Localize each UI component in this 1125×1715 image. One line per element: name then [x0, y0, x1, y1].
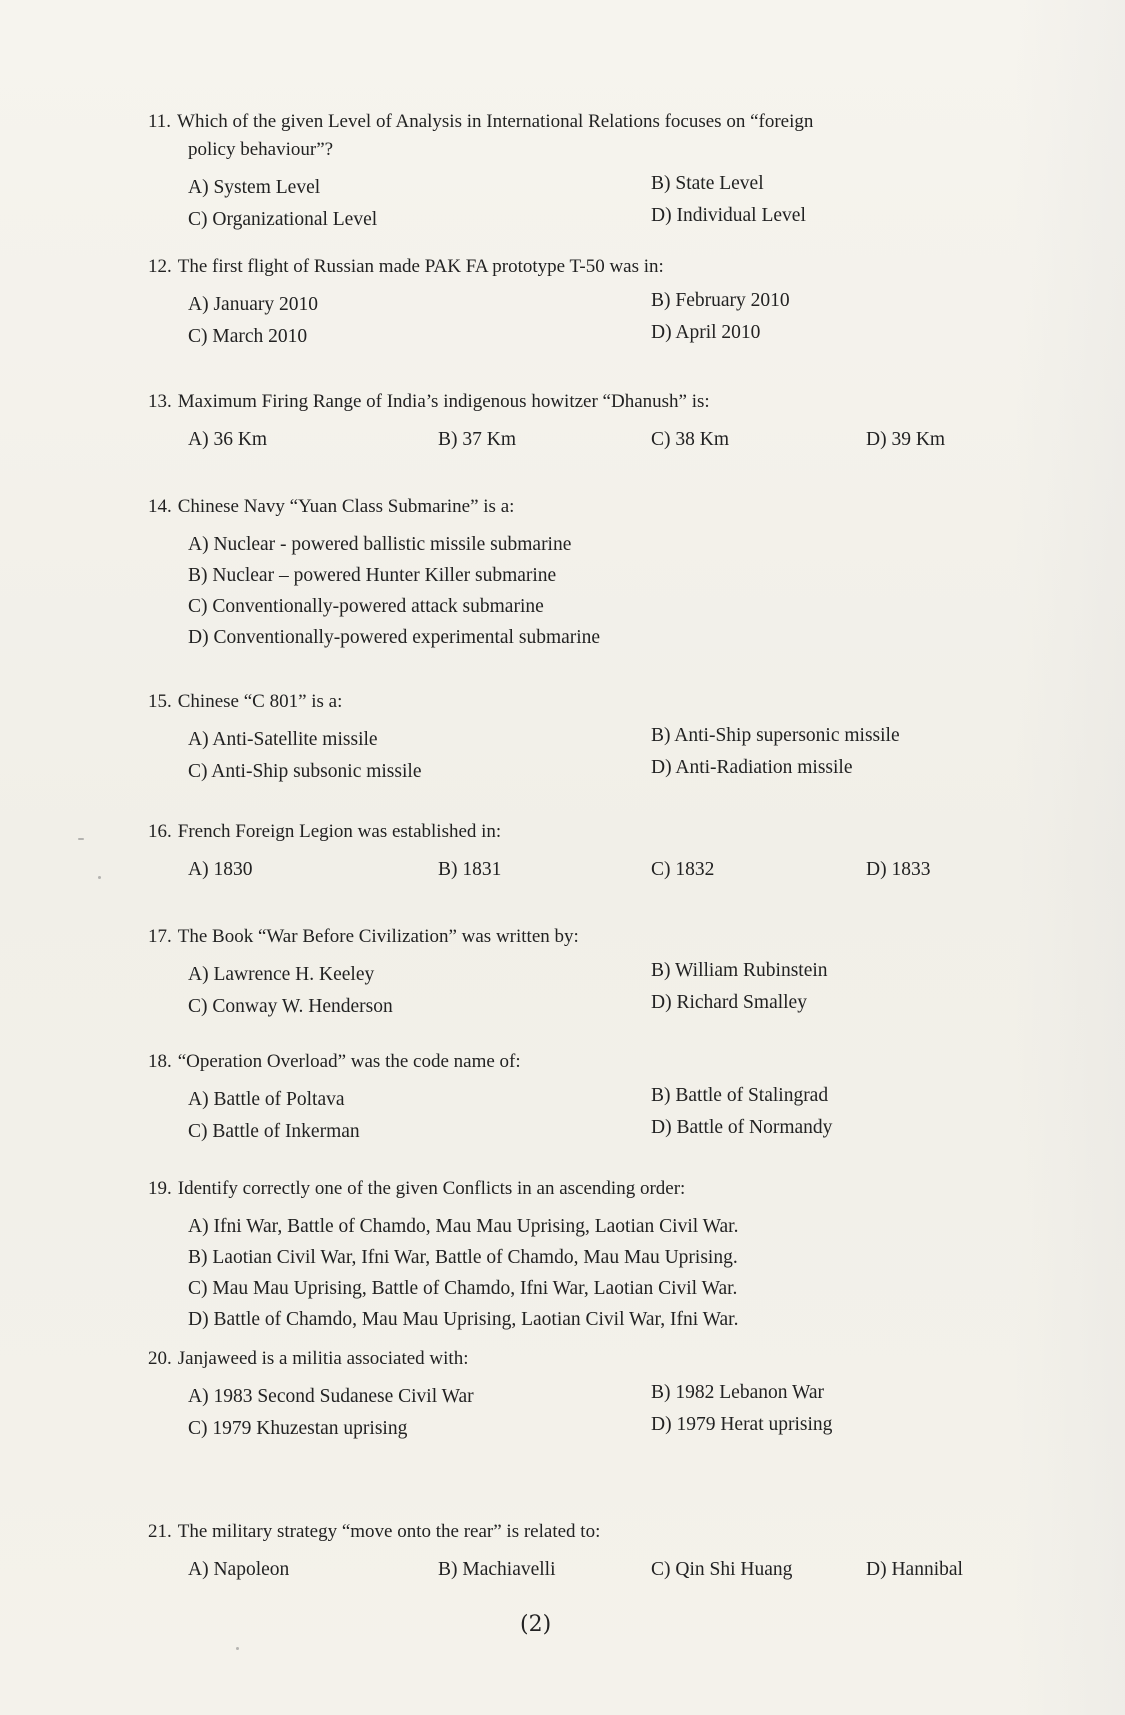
question-text-span: Chinese “C 801” is a: — [177, 691, 343, 712]
question-number: 20. — [148, 1348, 172, 1369]
question-number: 21. — [148, 1521, 172, 1542]
question-text — [148, 1048, 1048, 1076]
question-text — [148, 1175, 1048, 1203]
question-text-line — [148, 1518, 1048, 1546]
answer-option-c: C) Mau Mau Uprising, Battle of Chamdo, Ifni War, Laotian Civil War. — [188, 1278, 738, 1299]
answer-option-d: D) 1833 — [866, 859, 931, 880]
question-text-span: The first flight of Russian made PAK FA prototype T-50 was in: — [177, 256, 664, 277]
question-text-span: “Operation Overload” was the code name of: — [177, 1051, 521, 1072]
answer-option-b: B) Anti-Ship supersonic missile — [651, 725, 900, 746]
question-number: 19. — [148, 1178, 172, 1199]
question-text-span: Janjaweed is a militia associated with: — [177, 1348, 469, 1369]
answer-option-d: D) Battle of Chamdo, Mau Mau Uprising, Laotian Civil War, Ifni War. — [188, 1309, 739, 1330]
question-text-line — [148, 1048, 1048, 1076]
answer-option-b: B) Laotian Civil War, Ifni War, Battle of Chamdo, Mau Mau Uprising. — [188, 1247, 738, 1268]
answer-option-c: C) 1832 — [651, 859, 715, 880]
question-number: 17. — [148, 926, 172, 947]
answer-option-c: C) March 2010 — [188, 326, 308, 347]
answer-option-d: D) Hannibal — [866, 1559, 963, 1580]
answer-option-d: D) Conventionally-powered experimental submarine — [188, 627, 601, 648]
answer-option-b: B) State Level — [651, 173, 764, 194]
question-text — [148, 688, 1048, 716]
scan-speck — [236, 1647, 239, 1650]
answer-option-a: A) 1830 — [188, 859, 253, 880]
question-11 — [148, 108, 1048, 230]
answer-option-b: B) Battle of Stalingrad — [651, 1085, 829, 1106]
answer-option-d: D) 1979 Herat uprising — [651, 1414, 833, 1435]
answer-option-a: A) Lawrence H. Keeley — [188, 964, 375, 985]
question-text-line — [148, 818, 1048, 846]
answer-option-c: C) Qin Shi Huang — [651, 1559, 793, 1580]
question-text — [148, 493, 1048, 521]
answer-option-b: B) February 2010 — [651, 290, 790, 311]
answer-option-b: B) Nuclear – powered Hunter Killer submarine — [188, 565, 557, 586]
question-text — [148, 1345, 1048, 1373]
question-text-line: policy behaviour”? — [188, 139, 334, 160]
question-text-line — [148, 388, 1048, 416]
answer-option-d: D) Richard Smalley — [651, 992, 807, 1013]
answer-option-d: D) April 2010 — [651, 322, 761, 343]
question-14 — [148, 493, 1048, 648]
answer-option-b: B) 1831 — [438, 859, 502, 880]
answer-option-d: D) 39 Km — [866, 429, 946, 450]
answer-option-b: B) 1982 Lebanon War — [651, 1382, 824, 1403]
scan-speck — [78, 838, 84, 840]
answer-option-a: A) Nuclear - powered ballistic missile submarine — [188, 534, 572, 555]
question-text-span: Chinese Navy “Yuan Class Submarine” is a: — [177, 496, 515, 517]
answer-option-a: A) Anti-Satellite missile — [188, 729, 378, 750]
answer-option-a: A) Ifni War, Battle of Chamdo, Mau Mau Uprising, Laotian Civil War. — [188, 1216, 739, 1237]
question-18 — [148, 1048, 1048, 1142]
question-12 — [148, 253, 1048, 347]
question-13 — [148, 388, 1048, 450]
question-text-line — [148, 688, 1048, 716]
question-21 — [148, 1518, 1048, 1580]
question-text-span: The Book “War Before Civilization” was written by: — [177, 926, 579, 947]
page-number: (2) — [520, 1612, 552, 1637]
question-text — [148, 1518, 1048, 1546]
question-text-span: Identify correctly one of the given Conflicts in an ascending order: — [177, 1178, 686, 1199]
answer-option-d: D) Battle of Normandy — [651, 1117, 833, 1138]
question-text-span: The military strategy “move onto the rear” is related to: — [177, 1521, 601, 1542]
question-text — [148, 923, 1048, 951]
question-number: 12. — [148, 256, 172, 277]
answer-option-b: B) William Rubinstein — [651, 960, 828, 981]
question-text-line — [148, 1175, 1048, 1203]
question-number: 18. — [148, 1051, 172, 1072]
question-text-span: Which of the given Level of Analysis in International Relations focuses on “foreign — [177, 111, 814, 132]
answer-option-c: C) Conventionally-powered attack submarine — [188, 596, 544, 617]
scan-speck — [98, 876, 101, 879]
question-text-line — [148, 108, 1048, 136]
answer-option-c: C) 38 Km — [651, 429, 729, 450]
question-19 — [148, 1175, 1048, 1330]
question-text-line — [148, 493, 1048, 521]
question-20 — [148, 1345, 1048, 1439]
question-text-span: Maximum Firing Range of India’s indigenous howitzer “Dhanush” is: — [177, 391, 710, 412]
answer-option-c: C) Organizational Level — [188, 209, 378, 230]
question-text-line — [148, 1345, 1048, 1373]
answer-option-c: C) Battle of Inkerman — [188, 1121, 360, 1142]
question-text-span: French Foreign Legion was established in: — [177, 821, 502, 842]
answer-option-c: C) 1979 Khuzestan uprising — [188, 1418, 408, 1439]
question-16 — [148, 818, 1048, 880]
answer-option-a: A) 1983 Second Sudanese Civil War — [188, 1386, 474, 1407]
answer-option-a: A) Napoleon — [188, 1559, 290, 1580]
question-text — [148, 253, 1048, 281]
question-text-line — [148, 253, 1048, 281]
question-number: 15. — [148, 691, 172, 712]
question-number: 13. — [148, 391, 172, 412]
question-text-line — [148, 923, 1048, 951]
answer-option-a: A) January 2010 — [188, 294, 318, 315]
question-17 — [148, 923, 1048, 1017]
answer-option-d: D) Individual Level — [651, 205, 806, 226]
answer-option-b: B) 37 Km — [438, 429, 516, 450]
question-text — [148, 388, 1048, 416]
answer-option-d: D) Anti-Radiation missile — [651, 757, 853, 778]
question-number: 16. — [148, 821, 172, 842]
answer-option-a: A) 36 Km — [188, 429, 268, 450]
question-text — [148, 818, 1048, 846]
answer-option-a: A) Battle of Poltava — [188, 1089, 345, 1110]
question-text — [148, 108, 1048, 164]
question-15 — [148, 688, 1048, 782]
question-number: 14. — [148, 496, 172, 517]
question-number: 11. — [148, 111, 172, 132]
answer-option-b: B) Machiavelli — [438, 1559, 556, 1580]
answer-option-c: C) Anti-Ship subsonic missile — [188, 761, 422, 782]
answer-option-c: C) Conway W. Henderson — [188, 996, 393, 1017]
answer-option-a: A) System Level — [188, 177, 321, 198]
